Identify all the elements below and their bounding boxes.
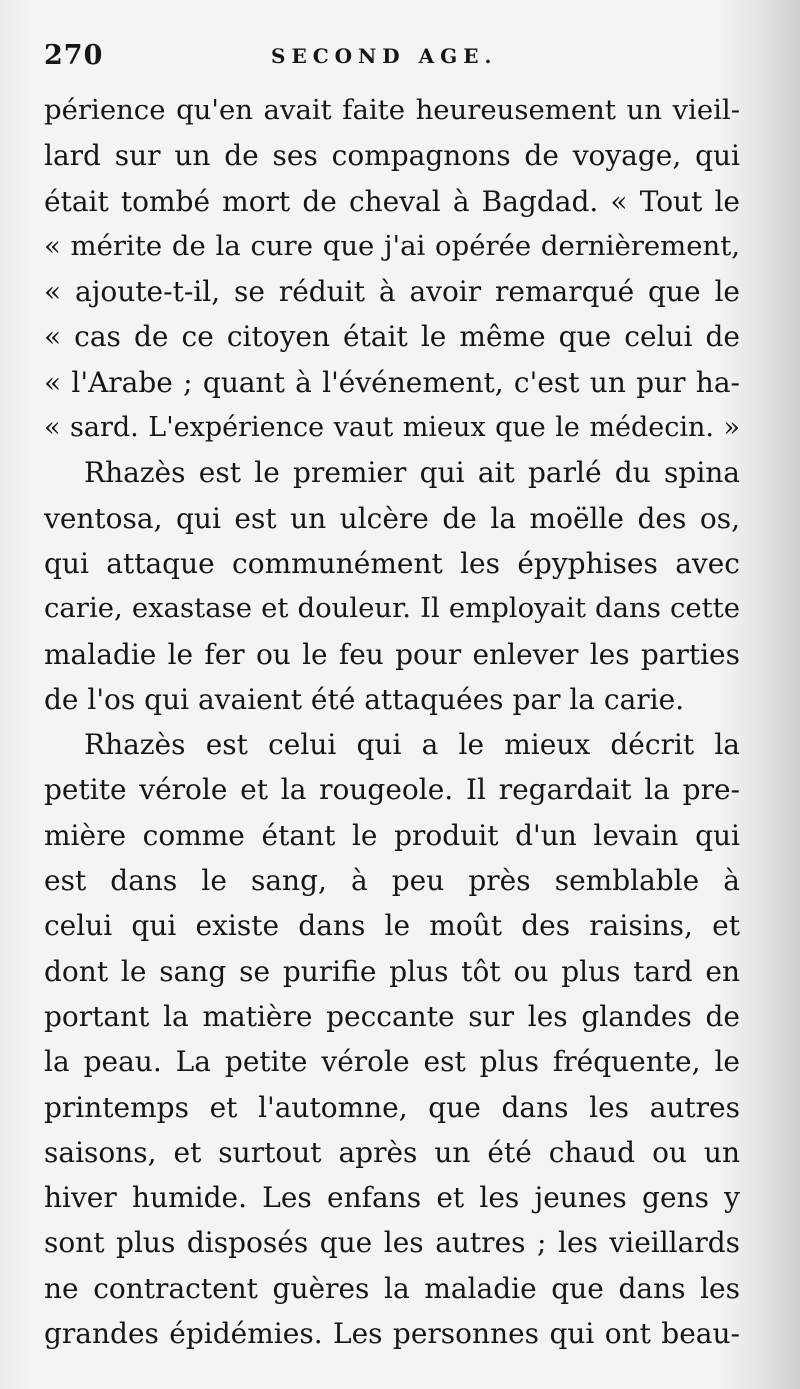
paragraph-end-line: de l'os qui avaient été attaquées par la carie. — [44, 682, 685, 716]
text-line: maladie le fer ou le feu pour enlever les parties — [44, 637, 740, 671]
text-line: printemps et l'automne, que dans les autres — [44, 1090, 740, 1124]
text-line: « ajoute-t-il, se réduit à avoir remarqué que le — [44, 275, 740, 309]
text-line: grandes épidémies. Les personnes qui ont beau- — [44, 1317, 740, 1351]
text-line: qui attaque communément les épyphises avec — [44, 546, 740, 580]
text-line: sont plus disposés que les autres ; les vieillards — [44, 1226, 740, 1260]
page-header — [44, 40, 720, 80]
text-line: portant la matière peccante sur les glandes de — [44, 999, 740, 1033]
paragraph-start-line: Rhazès est le premier qui ait parlé du spina — [84, 456, 740, 490]
text-line: périence qu'en avait faite heureusement un vieil- — [44, 94, 740, 126]
text-line: ne contractent guères la maladie que dans les — [44, 1271, 740, 1305]
text-line: carie, exastase et douleur. Il employait dans cette — [44, 592, 740, 625]
paragraph-start-line: Rhazès est celui qui a le mieux décrit la — [84, 728, 740, 762]
text-line: était tombé mort de cheval à Bagdad. « Tout le — [44, 184, 740, 218]
text-line: celui qui existe dans le moût des raisins, et — [44, 909, 740, 943]
text-line: la peau. La petite vérole est plus fréquente, le — [44, 1045, 740, 1079]
page-number: 270 — [44, 40, 104, 71]
text-line: mière comme étant le produit d'un levain qui — [44, 818, 740, 852]
text-line: lard sur un de ses compagnons de voyage, qui — [44, 139, 740, 173]
text-line: dont le sang se purifie plus tôt ou plus tard en — [44, 954, 740, 988]
text-line: « sard. L'expérience vaut mieux que le médecin. » — [44, 412, 740, 444]
text-line: saisons, et surtout après un été chaud ou un — [44, 1135, 740, 1169]
text-line: petite vérole et la rougeole. Il regardait la pre- — [44, 773, 740, 807]
text-line: est dans le sang, à peu près semblable à — [44, 864, 740, 898]
running-head: SECOND AGE. — [271, 44, 498, 68]
body-text — [44, 88, 740, 1356]
text-line: « cas de ce citoyen était le même que celui de — [44, 320, 740, 354]
text-line: « l'Arabe ; quant à l'événement, c'est un pur ha- — [44, 365, 740, 399]
text-line: hiver humide. Les enfans et les jeunes gens y — [44, 1181, 740, 1215]
text-line: « mérite de la cure que j'ai opérée dernièrement, — [44, 229, 740, 262]
text-line: ventosa, qui est un ulcère de la moëlle des os, — [44, 501, 740, 535]
